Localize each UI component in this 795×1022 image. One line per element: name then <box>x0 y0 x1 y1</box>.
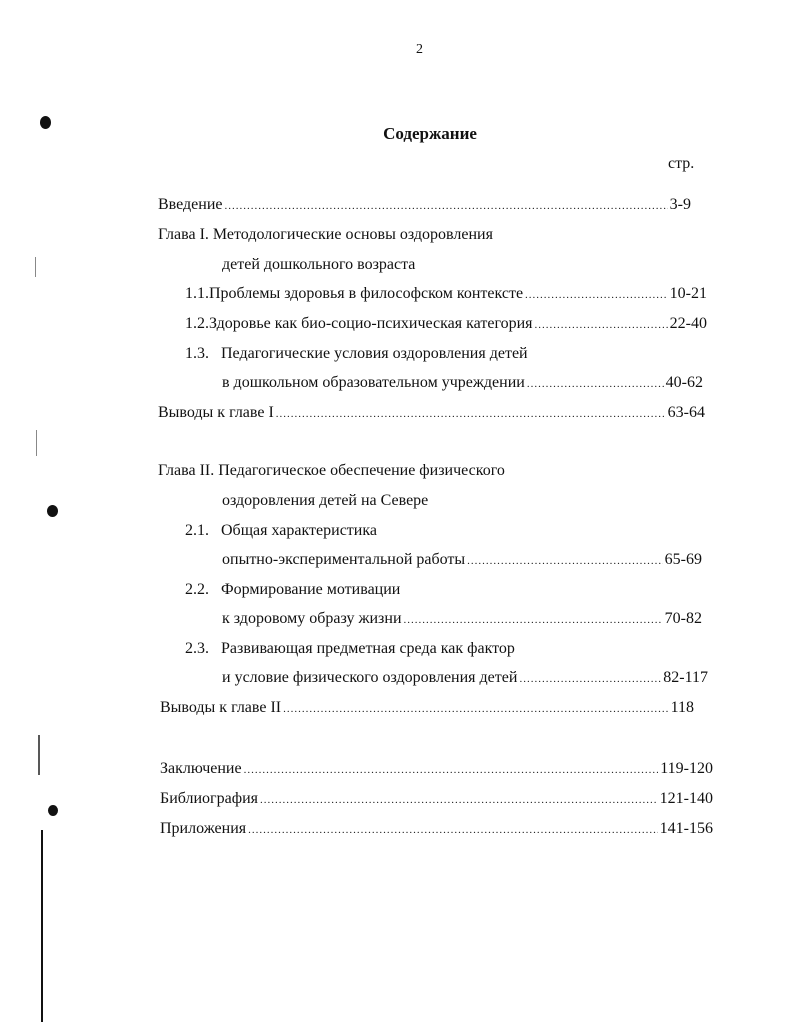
section-number: 2.2. <box>185 581 209 598</box>
leader-dots <box>525 285 668 305</box>
toc-entry-label: Выводы к главе I <box>158 404 274 421</box>
toc-entry-2-3-heading <box>185 639 515 659</box>
toc-entry-label: Введение <box>158 196 223 213</box>
toc-entry-pages: 82-117 <box>663 669 708 686</box>
toc-entry-conclusion <box>160 759 713 780</box>
section-number: 1.3. <box>185 345 209 362</box>
toc-entry-pages: 121-140 <box>659 790 713 807</box>
toc-entry-label: Выводы к главе II <box>160 699 282 716</box>
toc-entry-label: в дошкольном образовательном учреждении <box>222 374 525 391</box>
toc-entry-label: Развивающая предметная среда как фактор <box>221 640 515 657</box>
leader-dots <box>244 760 659 780</box>
toc-entry-label: Проблемы здоровья в философском контексте <box>209 285 524 302</box>
toc-entry-2-1-heading <box>185 521 377 541</box>
toc-entry-label: и условие физического оздоровления детей <box>222 669 518 686</box>
pages-column-label: стр. <box>668 155 695 172</box>
toc-entry-1-1 <box>185 284 707 305</box>
toc-entry-conclusions-1 <box>158 403 705 424</box>
page-number: 2 <box>416 42 423 57</box>
toc-entry-pages: 118 <box>670 699 694 716</box>
leader-dots <box>467 551 663 571</box>
scan-speck <box>47 505 58 517</box>
toc-entry-pages: 70-82 <box>664 610 702 627</box>
leader-dots <box>248 820 658 840</box>
leader-dots <box>527 374 664 394</box>
toc-entry-label: к здоровому образу жизни <box>222 610 402 627</box>
toc-entry-pages: 119-120 <box>660 760 713 777</box>
toc-entry-label: Формирование мотивации <box>221 581 401 598</box>
toc-entry-intro <box>158 195 691 216</box>
toc-entry-2-2 <box>222 609 702 630</box>
section-number: 1.2. <box>185 315 209 332</box>
toc-entry-pages: 141-156 <box>659 820 713 837</box>
toc-entry-pages: 63-64 <box>667 404 705 421</box>
toc-entry-label: Приложения <box>160 820 247 837</box>
toc-entry-bibliography <box>160 789 713 810</box>
toc-entry-pages: 22-40 <box>669 315 707 332</box>
toc-entry-2-3 <box>222 668 708 689</box>
leader-dots <box>519 669 661 689</box>
chapter-1-heading-cont: детей дошкольного возраста <box>222 256 416 273</box>
toc-entry-conclusions-2 <box>160 698 694 719</box>
leader-dots <box>535 315 668 335</box>
leader-dots <box>260 790 658 810</box>
page-title: Содержание <box>383 124 477 143</box>
toc-entry-label: Здоровье как био-социо-психическая категория <box>209 315 533 332</box>
toc-entry-pages: 3-9 <box>669 196 691 213</box>
chapter-1-heading: Глава I. Методологические основы оздоровления <box>158 226 493 243</box>
section-number: 1.1. <box>185 285 209 302</box>
toc-entry-label: Общая характеристика <box>221 522 377 539</box>
scan-speck <box>48 805 58 816</box>
section-number: 2.1. <box>185 522 209 539</box>
toc-entry-2-1 <box>222 550 702 571</box>
leader-dots <box>225 196 668 216</box>
scan-line <box>36 430 37 456</box>
toc-entry-label: Библиография <box>160 790 258 807</box>
chapter-2-heading: Глава II. Педагогическое обеспечение физического <box>158 462 505 479</box>
toc-entry-label: Педагогические условия оздоровления детей <box>221 345 528 362</box>
toc-entry-pages: 65-69 <box>664 551 702 568</box>
toc-entry-2-2-heading <box>185 580 400 600</box>
scan-line <box>38 735 40 775</box>
toc-entry-label: опытно-экспериментальной работы <box>222 551 466 568</box>
leader-dots <box>404 610 663 630</box>
scan-line <box>41 830 43 1022</box>
leader-dots <box>276 404 666 424</box>
toc-entry-1-3-heading <box>185 344 528 364</box>
scan-line <box>35 257 36 277</box>
toc-entry-1-2 <box>185 314 707 335</box>
toc-entry-label: Заключение <box>160 760 242 777</box>
leader-dots <box>283 699 668 719</box>
toc-entry-pages: 40-62 <box>665 374 703 391</box>
chapter-2-heading-cont: оздоровления детей на Севере <box>222 492 429 509</box>
toc-entry-appendices <box>160 819 713 840</box>
toc-entry-pages: 10-21 <box>669 285 707 302</box>
toc-entry-1-3 <box>222 373 703 394</box>
section-number: 2.3. <box>185 640 209 657</box>
